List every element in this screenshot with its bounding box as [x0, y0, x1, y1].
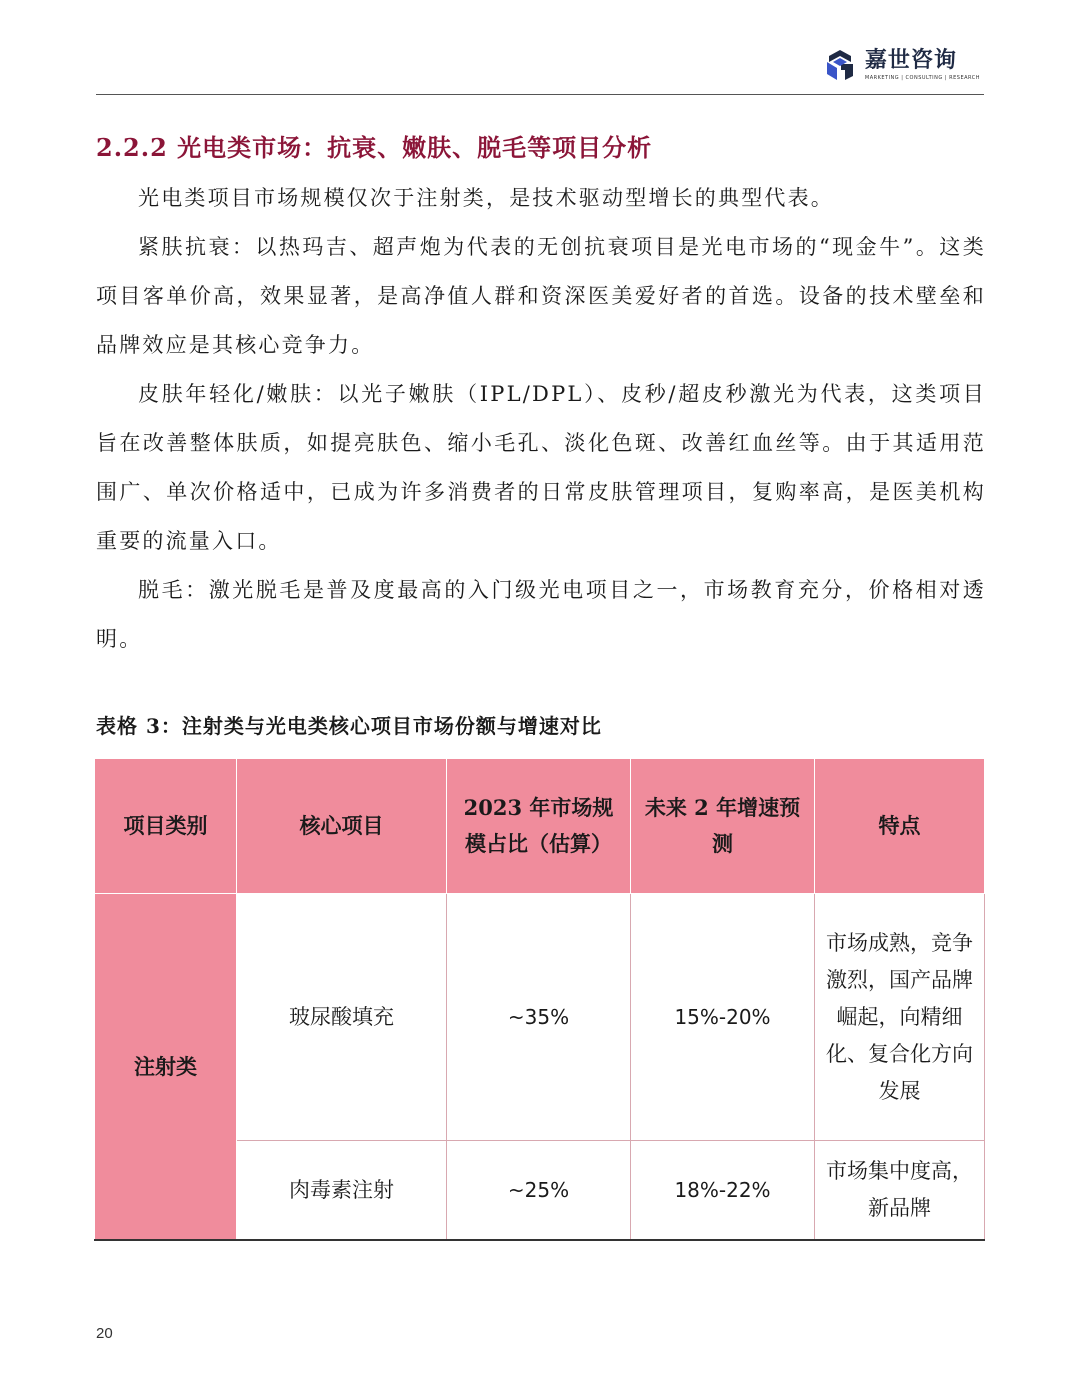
header-market-share: 2023 年市场规模占比（估算） — [447, 759, 631, 894]
paragraph-hair-removal: 脱毛：激光脱毛是普及度最高的入门级光电项目之一，市场教育充分，价格相对透明。 — [96, 578, 986, 651]
body-text — [96, 174, 986, 664]
share-cell: ~35% — [447, 894, 631, 1141]
company-logo — [823, 48, 980, 82]
logo-tagline: MARKETING | CONSULTING | RESEARCH — [864, 75, 980, 81]
table-caption: 表格 3：注射类与光电类核心项目市场份额与增速对比 — [96, 714, 602, 738]
header-divider — [96, 94, 984, 95]
features-cell: 市场集中度高，新品牌 — [815, 1141, 985, 1241]
category-cell: 注射类 — [95, 894, 237, 1241]
section-title: 2.2.2 光电类市场：抗衰、嫩肤、脱毛等项目分析 — [96, 133, 653, 162]
page-number: 20 — [96, 1325, 113, 1342]
paragraph-rejuvenation: 皮肤年轻化/嫩肤：以光子嫩肤（IPL/DPL）、皮秒/超皮秒激光为代表，这类项目旨在改善整体肤质，如提亮肤色、缩小毛孔、淡化色斑、改善红血丝等。由于其适用范围广、单次价格适中，已成为许多消费者的日常皮肤管理项目，复购率高，是医美机构重要的流量入口。 — [96, 382, 986, 553]
paragraph-intro: 光电类项目市场规模仅次于注射类，是技术驱动型增长的典型代表。 — [138, 186, 834, 210]
item-cell: 肉毒素注射 — [237, 1141, 447, 1241]
share-cell: ~25% — [447, 1141, 631, 1241]
growth-cell: 18%-22% — [631, 1141, 815, 1241]
growth-cell: 15%-20% — [631, 894, 815, 1141]
features-cell: 市场成熟，竞争激烈，国产品牌崛起，向精细化、复合化方向发展 — [815, 894, 985, 1141]
header-category: 项目类别 — [95, 759, 237, 894]
table-header-row — [95, 759, 985, 894]
paragraph-skin-tightening: 紧肤抗衰：以热玛吉、超声炮为代表的无创抗衰项目是光电市场的“现金牛”。这类项目客单价高，效果显著，是高净值人群和资深医美爱好者的首选。设备的技术壁垒和品牌效应是其核心竞争力。 — [96, 235, 986, 357]
header-core-item: 核心项目 — [237, 759, 447, 894]
table-row — [95, 894, 985, 1141]
logo-name: 嘉世咨询 — [864, 48, 957, 73]
item-cell: 玻尿酸填充 — [237, 894, 447, 1141]
header-features: 特点 — [815, 759, 985, 894]
comparison-table — [94, 758, 985, 1241]
header-growth-forecast: 未来 2 年增速预测 — [631, 759, 815, 894]
logo-mark-icon — [823, 48, 857, 82]
